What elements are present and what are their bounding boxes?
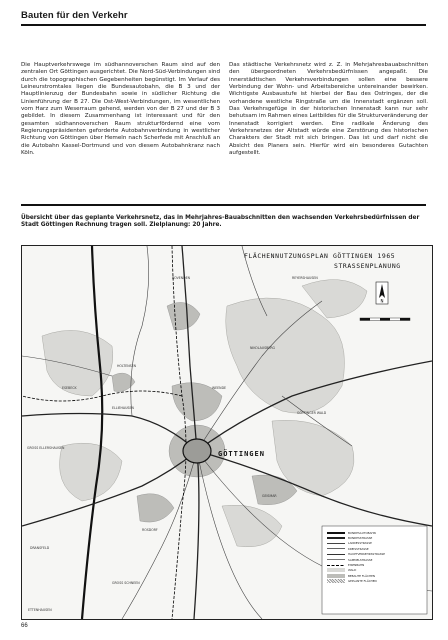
- svg-text:N: N: [380, 298, 384, 304]
- place-label: GEISMAR: [262, 494, 277, 498]
- legend-item: EISENBAHN: [327, 562, 385, 567]
- autobahn: [82, 246, 102, 619]
- inner-city-ring: [183, 439, 211, 463]
- page-number: 66: [21, 623, 28, 629]
- place-label: DRANSFELD: [30, 546, 50, 550]
- place-label: HOLTENSEN: [117, 364, 137, 368]
- legend-item: KREISSTRASSE: [348, 546, 369, 551]
- place-label: ETTENHAUSEN: [28, 608, 52, 612]
- legend-item: BUNDESSTRASSE: [327, 535, 385, 540]
- place-label: REYERSHAUSEN: [292, 276, 318, 280]
- figure-caption: Übersicht über das geplante Verkehrsnetz, das in Mehrjahres-Bauabschnitten den wachsenden Verkehrsbedürfnissen der Stadt Göttingen Rechnung tragen soll. Zielplanung: 20 Jahre.: [21, 215, 420, 229]
- railway: [22, 246, 186, 619]
- section-title: Bauten für den Verkehr: [21, 10, 128, 21]
- place-label: ROSDORF: [142, 528, 158, 532]
- north-arrow-icon: [376, 282, 388, 304]
- place-label: ESEBECK: [62, 386, 77, 390]
- article-left-column: [21, 62, 220, 157]
- map-title-line1: FLÄCHENNUTZUNGSPLAN GÖTTINGEN 1965: [244, 252, 396, 260]
- legend-item: GEPLANTE FLÄCHEN: [327, 579, 385, 584]
- figure-rule: [21, 204, 426, 206]
- legend-item: LANDESSTRASSE: [327, 541, 385, 546]
- title-rule: [21, 24, 426, 26]
- article-right-text: Das städtische Verkehrsnetz wird z. Z. in Mehrjahresbauabschnitten den übergeordneten Verkehrsbedürfnissen angepaßt. Die innerstädtischen Verkehrsverbindungen sollen eine bessere Verbindung der Wohn- und Arbeitsbereiche untereinander bewirken. Wichtigste Ausbaustufe ist hierbei der Bau des Ostringes, der die vorhandene westliche Ringstraße um die Innenstadt ergänzen soll. Das Verkehrsgefüge in der historischen Innenstadt kann nur sehr behutsam im Rahmen eines Leitbildes für die Strukturveränderung der Innenstadt korrigiert werden. Eine radikale Änderung des Verkehrsnetzes der Altstadt würde eine Zerstörung des historischen Charakters der Stadt mit sich bringen. Das ist und darf nicht die Absicht des Planers sein. Hierfür wird ein besonderes Gutachten aufgestellt.: [229, 62, 428, 157]
- legend-item: SAMMELSTRASSE: [348, 557, 373, 562]
- legend-item: WALD: [327, 568, 385, 573]
- place-label: GROSS ELLERSHAUSEN: [27, 446, 65, 450]
- legend-item: BEBAUTE FLÄCHEN: [327, 573, 385, 578]
- place-label: ELLIEHAUSEN: [112, 406, 134, 410]
- legend-item: BUNDESAUTOBAHN: [327, 530, 385, 535]
- city-label: GÖTTINGEN: [218, 450, 265, 458]
- place-label: NIKOLAUSBERG: [250, 346, 276, 350]
- article-left-text: Die Hauptverkehrswege im südhannoverschen Raum sind auf den zentralen Ort Göttingen ausgerichtet. Die Nord-Süd-Verbindungen sind durch die topographischen Gegebenheiten begünstigt. Im Verlauf des Leineurstromtales liegen die Bundesautobahn, die B 3 und der Hauptlinienzug der Bundesbahn sowie in südlicher Richtung die Linienführung der B 27. Die Ost-West-Verbindungen, im wesentlichen vom Harz zum Weserraum gehend, werden von der B 27 und der B 3 gebildet. In diesem Zusammenhang ist interessant und für den gesamten südhannoverschen Raum strukturfördernd eine vom Regierungspräsidenten geforderte Autobahnverbindung in westlicher Richtung von Göttingen über Hemeln nach Scherfede mit Anschluß an die Autobahn Kassel-Dortmund und von diesem Autobahnkranz nach Köln.: [21, 62, 220, 157]
- article-right-column: [229, 62, 428, 157]
- map-legend: [327, 530, 385, 584]
- scale-bar: [360, 318, 410, 321]
- road-plan-map: [21, 245, 433, 620]
- legend-item: HAUPTVERKEHRSSTRASSE: [327, 552, 385, 557]
- place-label: GÖTTINGER WALD: [297, 411, 327, 415]
- map-title-line2: STRASSENPLANUNG: [334, 262, 401, 270]
- place-label: BOVENDEN: [172, 276, 191, 280]
- place-label: WEENDE: [212, 386, 227, 390]
- place-label: GROSS SCHNEEN: [112, 581, 140, 585]
